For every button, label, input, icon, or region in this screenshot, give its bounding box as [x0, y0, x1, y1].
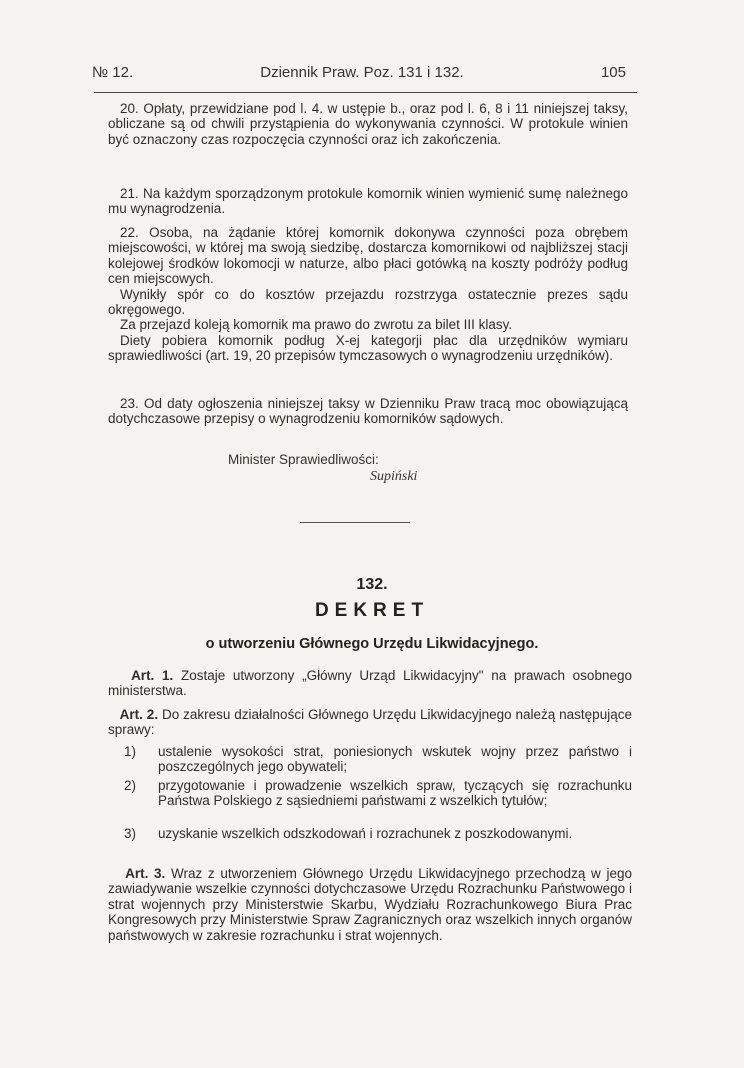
article-text: Do zakresu działalności Głównego Urzędu Likwidacyjnego należą następujące sprawy:	[108, 707, 632, 738]
list-item	[124, 778, 632, 809]
list-text: uzyskanie wszelkich odszkodowań i rozrachunek z poszkodowanymi.	[158, 826, 573, 841]
article-label: Art. 1.	[131, 668, 174, 683]
paragraph-extra: Za przejazd koleją komornik ma prawo do zwrotu za bilet III klasy.	[120, 317, 513, 333]
paragraph-number: 23.	[120, 396, 139, 411]
signature-block	[228, 452, 528, 485]
section-number: 132.	[356, 576, 388, 593]
paragraph-number: 20.	[120, 101, 139, 116]
paragraph-text: Na każdym sporządzonym protokule komornik winien wymienić sumę należnego mu wynagrodzenia.	[108, 186, 628, 217]
section-divider	[300, 522, 410, 523]
article-label: Art. 3.	[125, 866, 166, 881]
paragraph-text: Od daty ogłoszenia niniejszej taksy w Dzienniku Praw tracą moc obowiązującą dotychczasowe przepisy o wynagrodzeniu komorników sądowych.	[108, 396, 628, 427]
article-label: Art. 2.	[119, 707, 159, 722]
signature-title: Minister Sprawiedliwości:	[228, 452, 379, 467]
decree-subtitle: o utworzeniu Głównego Urzędu Likwidacyjnego.	[205, 636, 539, 652]
list-text: ustalenie wysokości strat, poniesionych wskutek wojny przez państwo i poszczególnych jego obywateli;	[158, 744, 632, 775]
paragraph-extra: Wynikły spór co do kosztów przejazdu rozstrzyga ostatecznie prezes sądu okręgowego.	[108, 286, 628, 318]
paragraph-extra: Diety pobiera komornik podług X-ej kategorji płac dla urzędników wymiaru sprawiedliwości (art. 19, 20 przepisów tymczasowych o wynagrodzeniu urzędników).	[108, 332, 628, 364]
decree-title: DEKRET	[314, 600, 430, 621]
list-marker: 1)	[124, 744, 137, 759]
article-3	[108, 866, 632, 943]
paragraph-21	[108, 186, 628, 217]
article-2	[108, 707, 632, 738]
list-marker: 3)	[124, 826, 137, 841]
article-1	[108, 668, 632, 699]
article-text: Zostaje utworzony „Główny Urząd Likwidacyjny" na prawach osobnego ministerstwa.	[108, 668, 632, 699]
paragraph-23	[108, 396, 628, 427]
paragraph-text: Osoba, na żądanie której komornik dokonywa czynności poza obrębem miejscowości, w której ma swoją siedzibę, dostarcza komornikowi od najbliższej stacji kolejowej środków lokomocji w naturze, albo płaci gotówką na koszty podróży podług cen miejscowych.	[108, 225, 628, 287]
page-number: 105	[600, 64, 626, 81]
header-rule	[94, 92, 637, 93]
paragraph-number: 22.	[120, 225, 139, 240]
list-item	[124, 744, 632, 775]
paragraph-text: Opłaty, przewidziane pod l. 4. w ustępie b., oraz pod l. 6, 8 i 11 niniejszej taksy, obliczane są od chwili przystąpienia do wykonywania czynności. W protokule winien być oznaczony czas rozpoczęcia czynności oraz ich zakończenia.	[108, 101, 628, 147]
issue-number: № 12.	[92, 64, 134, 81]
page-header	[92, 64, 632, 86]
signature-name: Supiński	[370, 469, 418, 484]
list-marker: 2)	[124, 778, 137, 793]
paragraph-number: 21.	[120, 186, 139, 201]
list-text: przygotowanie i prowadzenie wszelkich spraw, tyczących się rozrachunku Państwa Polskiego z sąsiedniemi państwami z wszelkich tytułów;	[158, 778, 632, 809]
paragraph-20	[108, 101, 628, 147]
paragraph-22	[108, 225, 628, 364]
list-item	[124, 826, 632, 841]
journal-title: Dziennik Praw. Poz. 131 i 132.	[260, 64, 464, 81]
article-text: Wraz z utworzeniem Głównego Urzędu Likwidacyjnego przechodzą w jego zawiadywanie wszelkie czynności dotychczasowe Urzędu Rozrachunku Państwowego i strat wojennych przy Ministerstwie Skarbu, Wydziału Rozrachunkowego Biura Prac Kongresowych przy Ministerstwie Spraw Zagranicznych oraz wszelkich innych organów państwowych w zakresie rozrachunku i strat wojennych.	[108, 866, 632, 943]
